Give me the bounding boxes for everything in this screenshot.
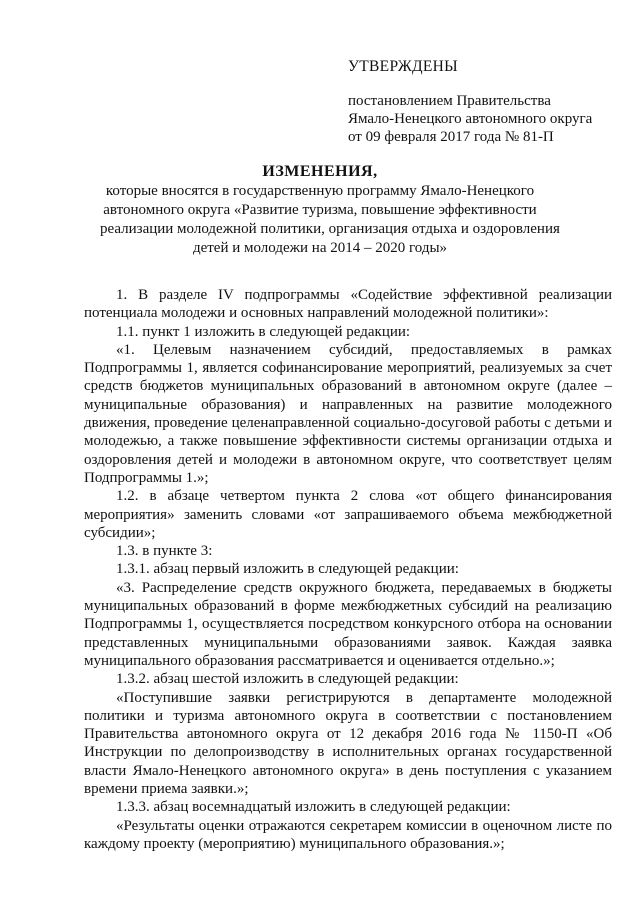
approval-line: Ямало-Ненецкого автономного округа [348,111,593,127]
document-subtitle-line: которые вносятся в государственную программу Ямало-Ненецкого [105,183,535,199]
paragraph: 1.3.3. абзац восемнадцатый изложить в следующей редакции: [116,799,511,816]
paragraph: «1. Целевым назначением субсидий, предоставляемых в рамках Подпрограммы 1, является софинансирование мероприятий, реализуемых за счет средств бюджетов муниципальных образований в автономном округе (далее – муниципальные образования) и направленных на развитие молодежного движения, проведение целенаправленной социально-досуговой работы с детьми и молодежью, а также повышение эффективности системы организации отдыха и оздоровления детей и молодежи в автономном округе, что соответствует целям Подпрограммы 1.»; [84,341,612,486]
document-subtitle-line: автономного округа «Развитие туризма, повышение эффективности [103,202,537,218]
paragraph: 1.3.1. абзац первый изложить в следующей редакции: [116,561,459,578]
paragraph: 1.3. в пункте 3: [116,543,213,560]
document-body [84,286,612,853]
paragraph: 1.3.2. абзац шестой изложить в следующей редакции: [116,671,459,688]
document-title-block [100,162,560,258]
document-title: ИЗМЕНЕНИЯ, [262,163,378,180]
paragraph: 1. В разделе IV подпрограммы «Содействие эффективной реализации потенциала молодежи и основных направлений молодежной политики»: [84,287,612,322]
paragraph: «3. Распределение средств окружного бюджета, передаваемых в бюджеты муниципальных образований в форме межбюджетных субсидий на реализацию Подпрограммы 1, осуществляется посредством конкурсного отбора на основании представленных муниципальными образованиями заявок. Каждая заявка муниципального образования рассматривается и оценивается отдельно.»; [84,579,612,669]
paragraph: 1.1. пункт 1 изложить в следующей редакции: [116,323,411,340]
approval-heading: УТВЕРЖДЕНЫ [348,58,458,75]
document-subtitle-line: детей и молодежи на 2014 – 2020 годы» [192,240,448,256]
approval-line: от 09 февраля 2017 года № 81-П [348,129,554,145]
paragraph: «Поступившие заявки регистрируются в департаменте молодежной политики и туризма автономного округа в соответствии с постановлением Правительства автономного округа от 12 декабря 2016 года № 1150-П «Об Инструкции по делопроизводству в исполнительных органах государственной власти Ямало-Ненецкого автономного округа» в день поступления с указанием времени приема заявки.»; [84,689,612,798]
paragraph: «Результаты оценки отражаются секретарем комиссии в оценочном листе по каждому проекту (мероприятию) муниципального образования.»; [84,817,612,852]
approval-line: постановлением Правительства [348,93,551,109]
paragraph: 1.2. в абзаце четвертом пункта 2 слова «от общего финансирования мероприятия» заменить словами «от запрашиваемого объема межбюджетной субсидии»; [84,488,612,541]
approval-stamp [348,58,618,146]
document-subtitle-line: реализации молодежной политики, организация отдыха и оздоровления [100,221,560,237]
